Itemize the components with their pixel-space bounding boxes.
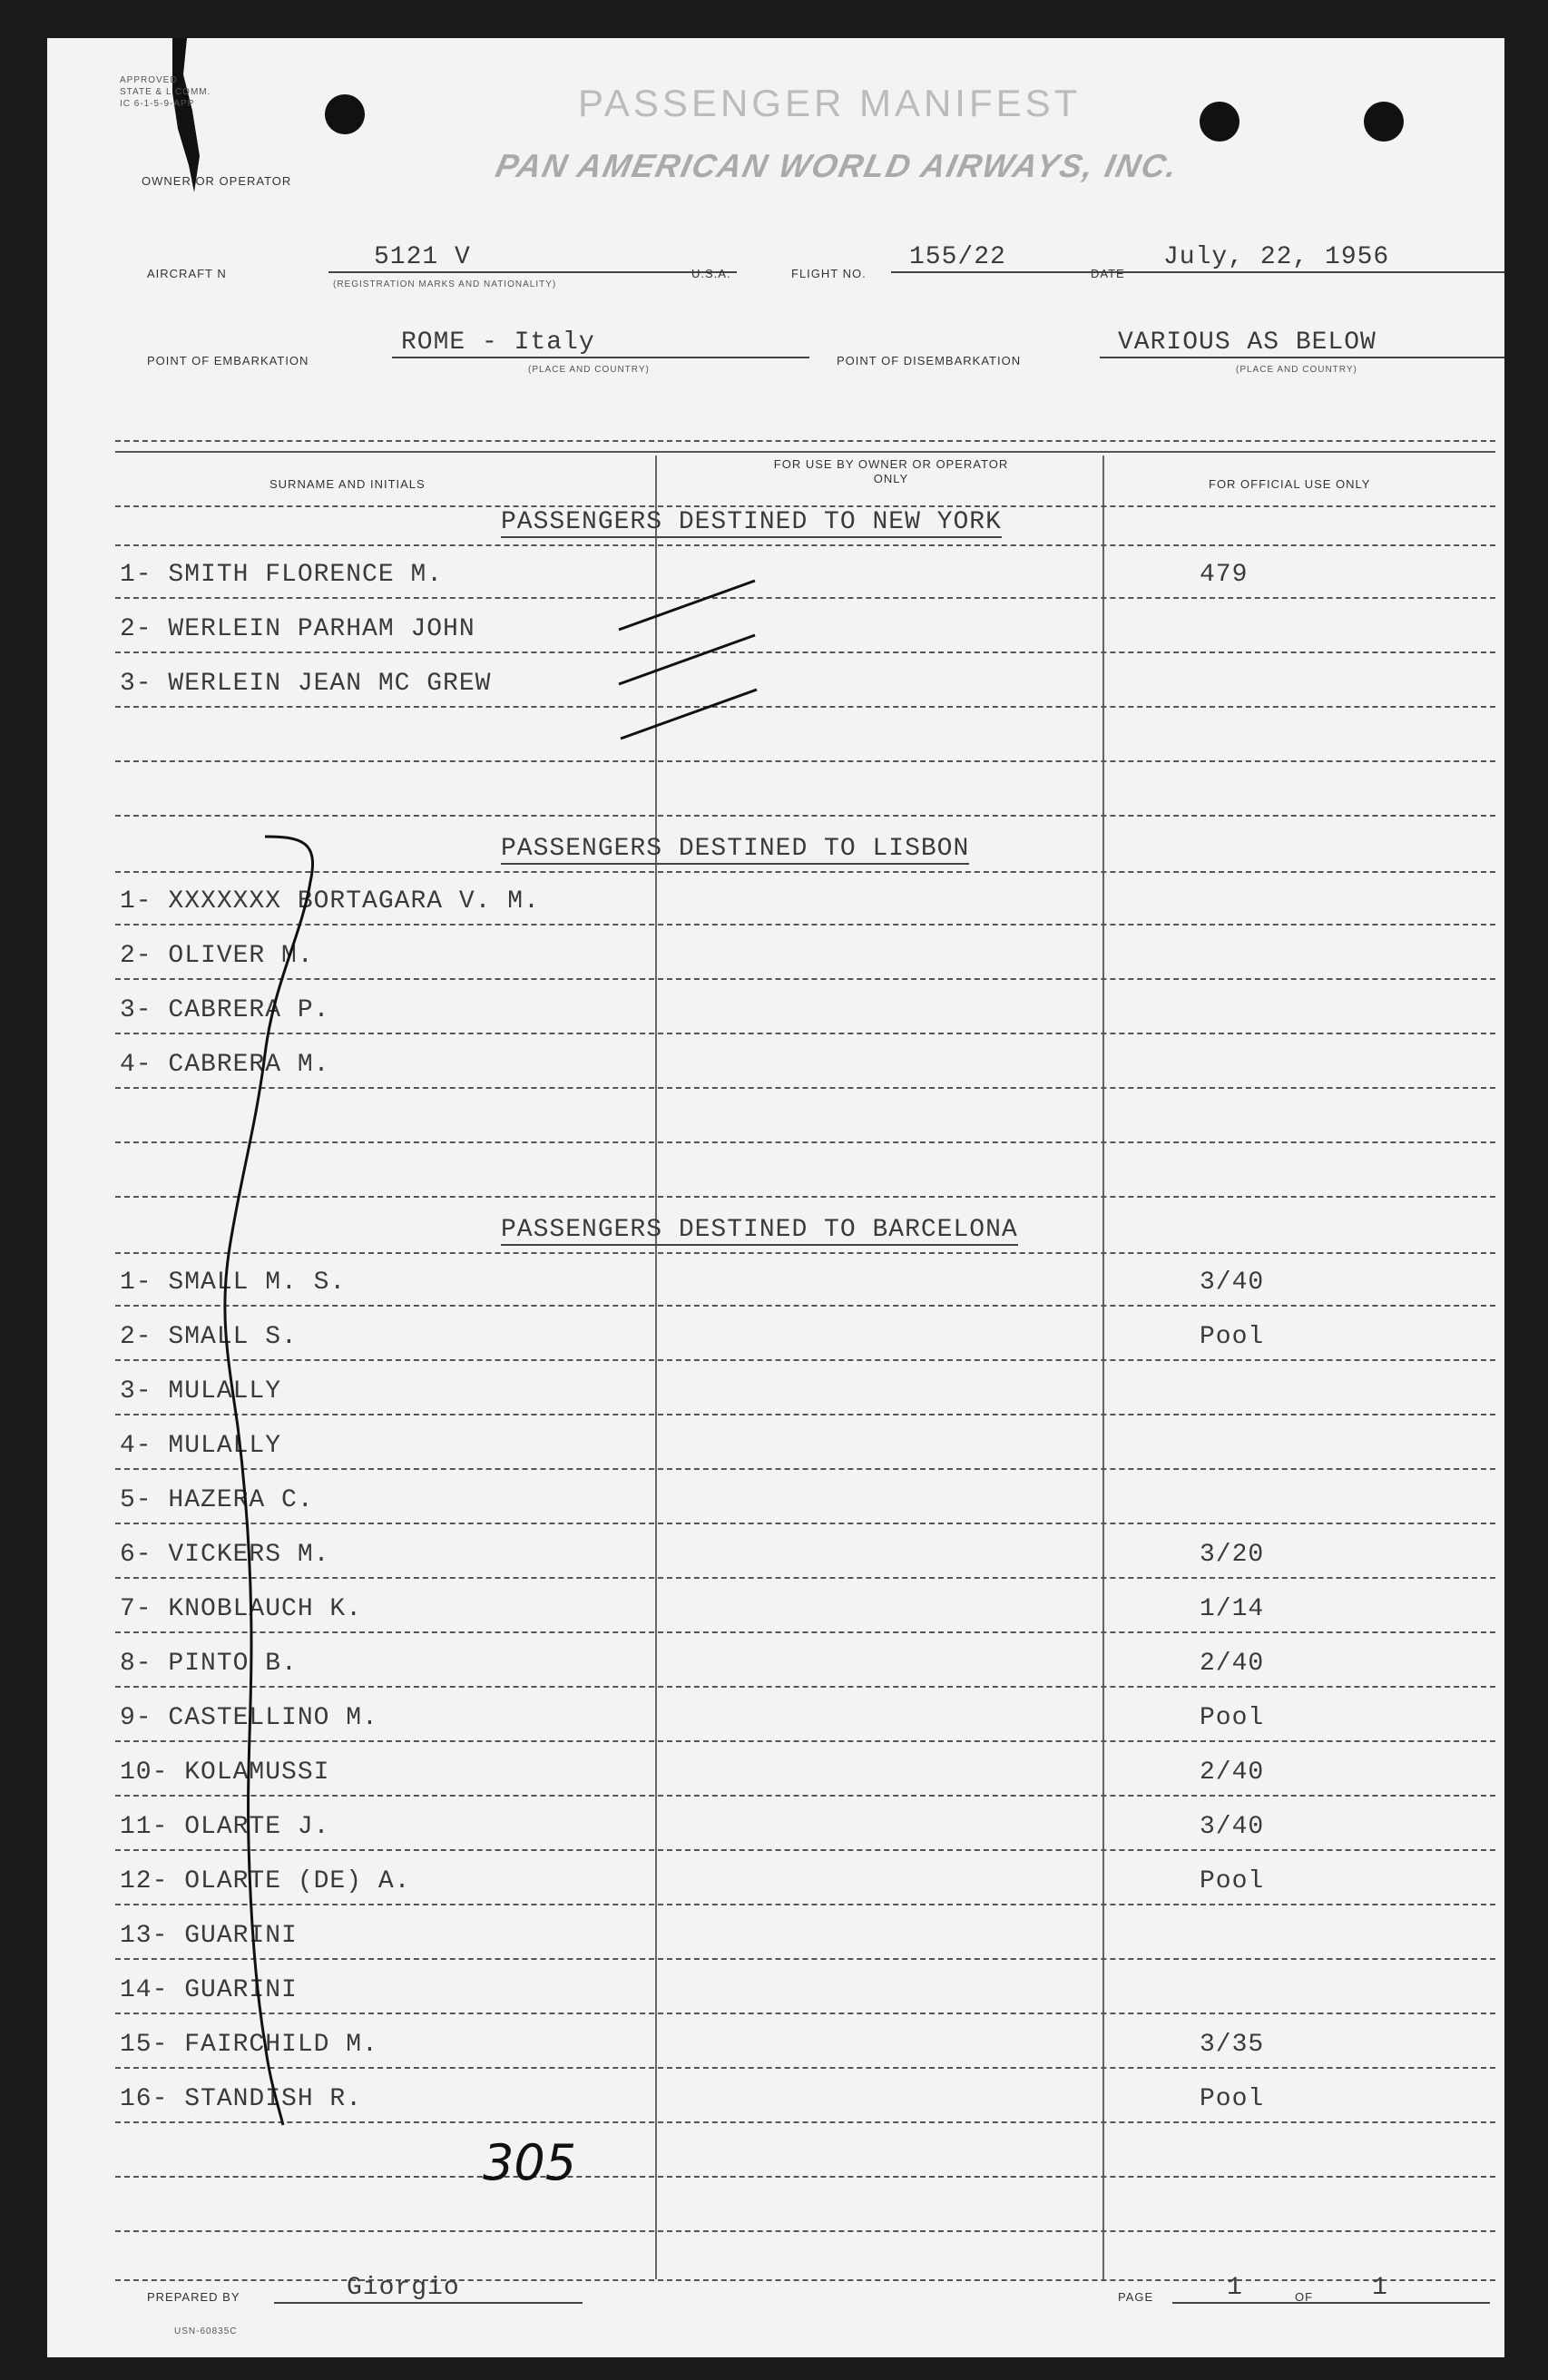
row-rule	[115, 597, 1495, 599]
prepared-value: Giorgio	[274, 2274, 583, 2304]
form-code: USN-60835C	[174, 2326, 238, 2336]
row-rule	[115, 2230, 1495, 2232]
punch-hole	[1364, 102, 1404, 142]
company-name: PAN AMERICAN WORLD AIRWAYS, INC.	[492, 147, 1182, 184]
punch-hole	[1200, 102, 1239, 142]
passenger-name: 12- OLARTE (DE) A.	[120, 1867, 411, 1895]
date-value: July, 22, 1956	[1141, 243, 1504, 273]
official-use-entry: 3/35	[1200, 2031, 1265, 2059]
official-use-entry: Pool	[1200, 1867, 1265, 1895]
corner-stamp: APPROVED STATE & L COMM. IC 6-1-5-9-APP	[120, 75, 211, 109]
date-label: DATE	[1091, 267, 1125, 280]
passenger-name: 15- FAIRCHILD M.	[120, 2031, 378, 2059]
passenger-name: 3- CABRERA P.	[120, 996, 330, 1024]
official-use-entry: 3/40	[1200, 1268, 1265, 1297]
embarkation-value: ROME - Italy	[392, 328, 809, 358]
row-rule	[115, 544, 1495, 546]
column-header-name: SURNAME AND INITIALS	[269, 477, 426, 491]
page-value: 1	[1172, 2274, 1345, 2304]
section-heading: PASSENGERS DESTINED TO NEW YORK	[501, 508, 1002, 536]
official-use-entry: 2/40	[1200, 1650, 1265, 1678]
passenger-name: 16- STANDISH R.	[120, 2085, 363, 2113]
disembarkation-label: POINT OF DISEMBARKATION	[837, 354, 1022, 367]
passenger-name: 11- OLARTE J.	[120, 1813, 330, 1841]
embarkation-label: POINT OF EMBARKATION	[147, 354, 309, 367]
passenger-name: 4- MULALLY	[120, 1432, 282, 1460]
handwritten-number: 305	[483, 2134, 577, 2191]
passenger-name: 10- KOLAMUSSI	[120, 1758, 330, 1787]
passenger-name: 3- WERLEIN JEAN MC GREW	[120, 670, 492, 698]
passenger-name: 14- GUARINI	[120, 1976, 298, 2004]
passenger-name: 8- PINTO B.	[120, 1650, 298, 1678]
official-use-entry: 3/20	[1200, 1541, 1265, 1569]
flight-value: 155/22	[891, 243, 1145, 273]
of-label: OF	[1295, 2290, 1314, 2304]
column-header-official: FOR OFFICIAL USE ONLY	[1209, 477, 1371, 491]
official-use-entry: Pool	[1200, 1704, 1265, 1732]
disembarkation-sublabel: (PLACE AND COUNTRY)	[1236, 365, 1357, 375]
punch-hole	[325, 94, 365, 134]
aircraft-label: AIRCRAFT N	[147, 267, 227, 280]
disembarkation-value: VARIOUS AS BELOW	[1100, 328, 1504, 358]
passenger-name: 1- XXXXXXX BORTAGARA V. M.	[120, 887, 540, 916]
official-use-entry: Pool	[1200, 2085, 1265, 2113]
usa-label: U.S.A.	[691, 267, 731, 280]
of-value: 1	[1327, 2274, 1490, 2304]
passenger-name: 1- SMALL M. S.	[120, 1268, 347, 1297]
passenger-name: 13- GUARINI	[120, 1922, 298, 1950]
page-label: PAGE	[1118, 2290, 1154, 2304]
passenger-name: 4- CABRERA M.	[120, 1051, 330, 1079]
column-divider	[1102, 455, 1104, 2279]
section-heading: PASSENGERS DESTINED TO LISBON	[501, 835, 970, 863]
manifest-title: PASSENGER MANIFEST	[578, 82, 1082, 124]
row-rule	[115, 2176, 1495, 2178]
flight-label: FLIGHT NO.	[791, 267, 867, 280]
aircraft-value: 5121 V	[328, 243, 737, 273]
passenger-name: 2- SMALL S.	[120, 1323, 298, 1351]
official-use-entry: 2/40	[1200, 1758, 1265, 1787]
passenger-name: 3- MULALLY	[120, 1377, 282, 1405]
prepared-label: PREPARED BY	[147, 2290, 240, 2304]
official-use-entry: 1/14	[1200, 1595, 1265, 1623]
owner-label: OWNER OR OPERATOR	[142, 174, 292, 188]
row-rule	[115, 651, 1495, 653]
passenger-name: 7- KNOBLAUCH K.	[120, 1595, 363, 1623]
row-rule	[115, 760, 1495, 762]
table-top-rule	[115, 451, 1495, 453]
check-marks	[601, 528, 782, 746]
passenger-name: 9- CASTELLINO M.	[120, 1704, 378, 1732]
aircraft-sublabel: (REGISTRATION MARKS AND NATIONALITY)	[333, 279, 557, 289]
official-use-entry: Pool	[1200, 1323, 1265, 1351]
table-top-rule	[115, 440, 1495, 442]
margin-pen-stroke	[165, 828, 347, 2143]
row-rule	[115, 815, 1495, 817]
passenger-name: 2- OLIVER M.	[120, 942, 314, 970]
manifest-page	[47, 38, 1504, 2357]
official-use-entry: 3/40	[1200, 1813, 1265, 1841]
section-heading: PASSENGERS DESTINED TO BARCELONA	[501, 1216, 1018, 1244]
official-use-entry: 479	[1200, 561, 1249, 589]
header-bottom-rule	[115, 505, 1495, 507]
row-rule	[115, 706, 1495, 708]
embarkation-sublabel: (PLACE AND COUNTRY)	[528, 365, 650, 375]
passenger-name: 1- SMITH FLORENCE M.	[120, 561, 444, 589]
passenger-name: 5- HAZERA C.	[120, 1486, 314, 1514]
passenger-name: 6- VICKERS M.	[120, 1541, 330, 1569]
passenger-name: 2- WERLEIN PARHAM JOHN	[120, 615, 475, 643]
column-header-owner: FOR USE BY OWNER OR OPERATOR ONLY	[773, 457, 1009, 485]
